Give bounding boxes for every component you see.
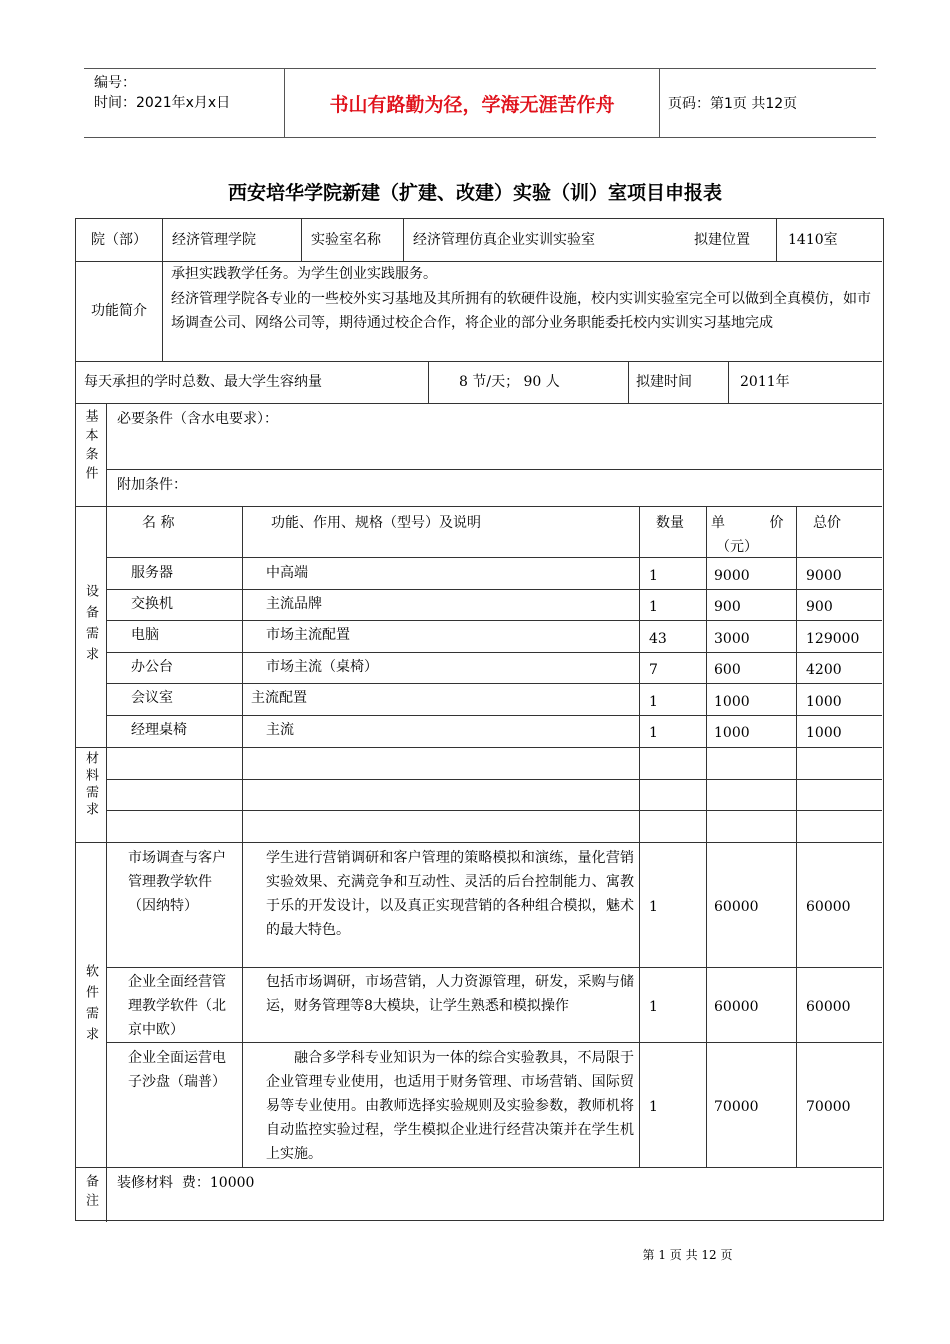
software-name: 企业全面经营管理教学软件（北京中欧） — [128, 974, 226, 1038]
item-total: 1000 — [806, 694, 842, 710]
item-unit-price: 9000 — [714, 568, 750, 584]
page-indicator: 页码：第1页 共12页 — [668, 96, 798, 112]
header-name: 名 称 — [142, 515, 175, 531]
page-footer: 第 1 页 共 12 页 — [642, 1248, 733, 1262]
application-form — [75, 218, 884, 1221]
item-spec: 市场主流（桌椅） — [266, 659, 378, 675]
software-name: 企业全面运营电子沙盘（瑞普） — [128, 1050, 226, 1090]
item-spec: 中高端 — [266, 565, 308, 581]
time-label: 时间：2021年x月x日 — [94, 95, 231, 111]
software-total: 60000 — [806, 899, 851, 915]
capacity-value: 8 节/天； 90 人 — [459, 374, 560, 390]
conditions-section-label: 基本条件 — [82, 409, 98, 485]
location-value: 1410室 — [788, 232, 838, 248]
dept-label: 院（部） — [91, 232, 147, 248]
software-spec: 学生进行营销调研和客户管理的策略模拟和演练，量化营销实验效果、充满竞争和互动性、灵活的后台控制能力、寓教于乐的开发设计，以及真正实现营销的各种组合模拟，魅术的最大特色。 — [266, 850, 634, 938]
item-qty: 1 — [649, 694, 658, 710]
item-qty: 7 — [649, 662, 658, 678]
build-time-value: 2011年 — [740, 374, 790, 390]
software-total: 60000 — [806, 999, 851, 1015]
function-label: 功能简介 — [91, 303, 147, 319]
location-label: 拟建位置 — [694, 232, 750, 248]
required-conditions: 必要条件（含水电要求）： — [117, 411, 278, 427]
item-unit-price: 3000 — [714, 631, 750, 647]
item-total: 4200 — [806, 662, 842, 678]
item-name: 服务器 — [131, 565, 173, 581]
item-spec: 主流品牌 — [266, 596, 322, 612]
item-name: 电脑 — [131, 627, 159, 643]
item-name: 会议室 — [131, 690, 173, 706]
motto: 书山有路勤为径，学海无涯苦作舟 — [284, 69, 660, 137]
item-name: 交换机 — [131, 596, 173, 612]
additional-conditions: 附加条件： — [117, 477, 187, 493]
build-time-label: 拟建时间 — [636, 374, 692, 390]
software-qty: 1 — [649, 1099, 658, 1115]
item-spec: 主流配置 — [251, 690, 307, 706]
item-unit-price: 600 — [714, 662, 741, 678]
item-total: 129000 — [806, 631, 860, 647]
header-unit-currency: （元） — [716, 539, 758, 555]
item-unit-price: 1000 — [714, 694, 750, 710]
item-qty: 1 — [649, 599, 658, 615]
item-name: 经理桌椅 — [131, 722, 187, 738]
software-name: 市场调查与客户管理教学软件（因纳特） — [128, 850, 226, 914]
remarks-text: 装修材料 费：10000 — [117, 1175, 255, 1191]
item-total: 900 — [806, 599, 833, 615]
header-meta — [84, 69, 284, 137]
header-qty: 数量 — [656, 515, 684, 531]
item-qty: 43 — [649, 631, 667, 647]
software-section-label: 软件需求 — [83, 964, 98, 1048]
function-line-1: 承担实践教学任务。为学生创业实践服务。 — [171, 266, 437, 282]
remarks-section-label: 备注 — [83, 1174, 98, 1212]
page-header — [84, 68, 876, 138]
software-qty: 1 — [649, 899, 658, 915]
function-line-2: 经济管理学院各专业的一些校外实习基地及其所拥有的软硬件设施，校内实训实验室完全可以做到全真模仿，如市场调查公司、网络公司等，期待通过校企合作，将企业的部分业务职能委托校内实训实习基地完成 — [171, 291, 871, 331]
page-title: 西安培华学院新建（扩建、改建）实验（训）室项目申报表 — [227, 182, 722, 204]
dept-value: 经济管理学院 — [172, 232, 256, 248]
software-qty: 1 — [649, 999, 658, 1015]
item-total: 9000 — [806, 568, 842, 584]
software-spec: 融合多学科专业知识为一体的综合实验教具，不局限于企业管理专业使用，也适用于财务管理、市场营销、国际贸易等专业使用。由教师选择实验规则及实验参数，教师机将自动监控实验过程，学生模拟企业进行经营决策并在学生机上实施。 — [266, 1050, 634, 1162]
item-total: 1000 — [806, 725, 842, 741]
lab-name-value: 经济管理仿真企业实训实验室 — [413, 232, 595, 248]
item-unit-price: 1000 — [714, 725, 750, 741]
software-unit-price: 60000 — [714, 999, 759, 1015]
header-unit: 单 价 — [711, 515, 784, 531]
software-spec: 包括市场调研，市场营销，人力资源管理，研发，采购与储运，财务管理等8大模块，让学生熟悉和模拟操作 — [266, 974, 634, 1014]
software-total: 70000 — [806, 1099, 851, 1115]
item-spec: 主流 — [266, 722, 294, 738]
item-qty: 1 — [649, 725, 658, 741]
capacity-label: 每天承担的学时总数、最大学生容纳量 — [84, 374, 322, 390]
item-qty: 1 — [649, 568, 658, 584]
materials-section-label: 材料需求 — [83, 751, 98, 819]
header-total: 总价 — [813, 515, 841, 531]
item-unit-price: 900 — [714, 599, 741, 615]
number-label: 编号： — [94, 75, 136, 91]
item-name: 办公台 — [131, 659, 173, 675]
software-unit-price: 70000 — [714, 1099, 759, 1115]
item-spec: 市场主流配置 — [266, 627, 350, 643]
header-spec: 功能、作用、规格（型号）及说明 — [271, 515, 481, 531]
software-unit-price: 60000 — [714, 899, 759, 915]
lab-name-label: 实验室名称 — [311, 232, 381, 248]
equipment-section-label: 设备需求 — [83, 584, 98, 668]
